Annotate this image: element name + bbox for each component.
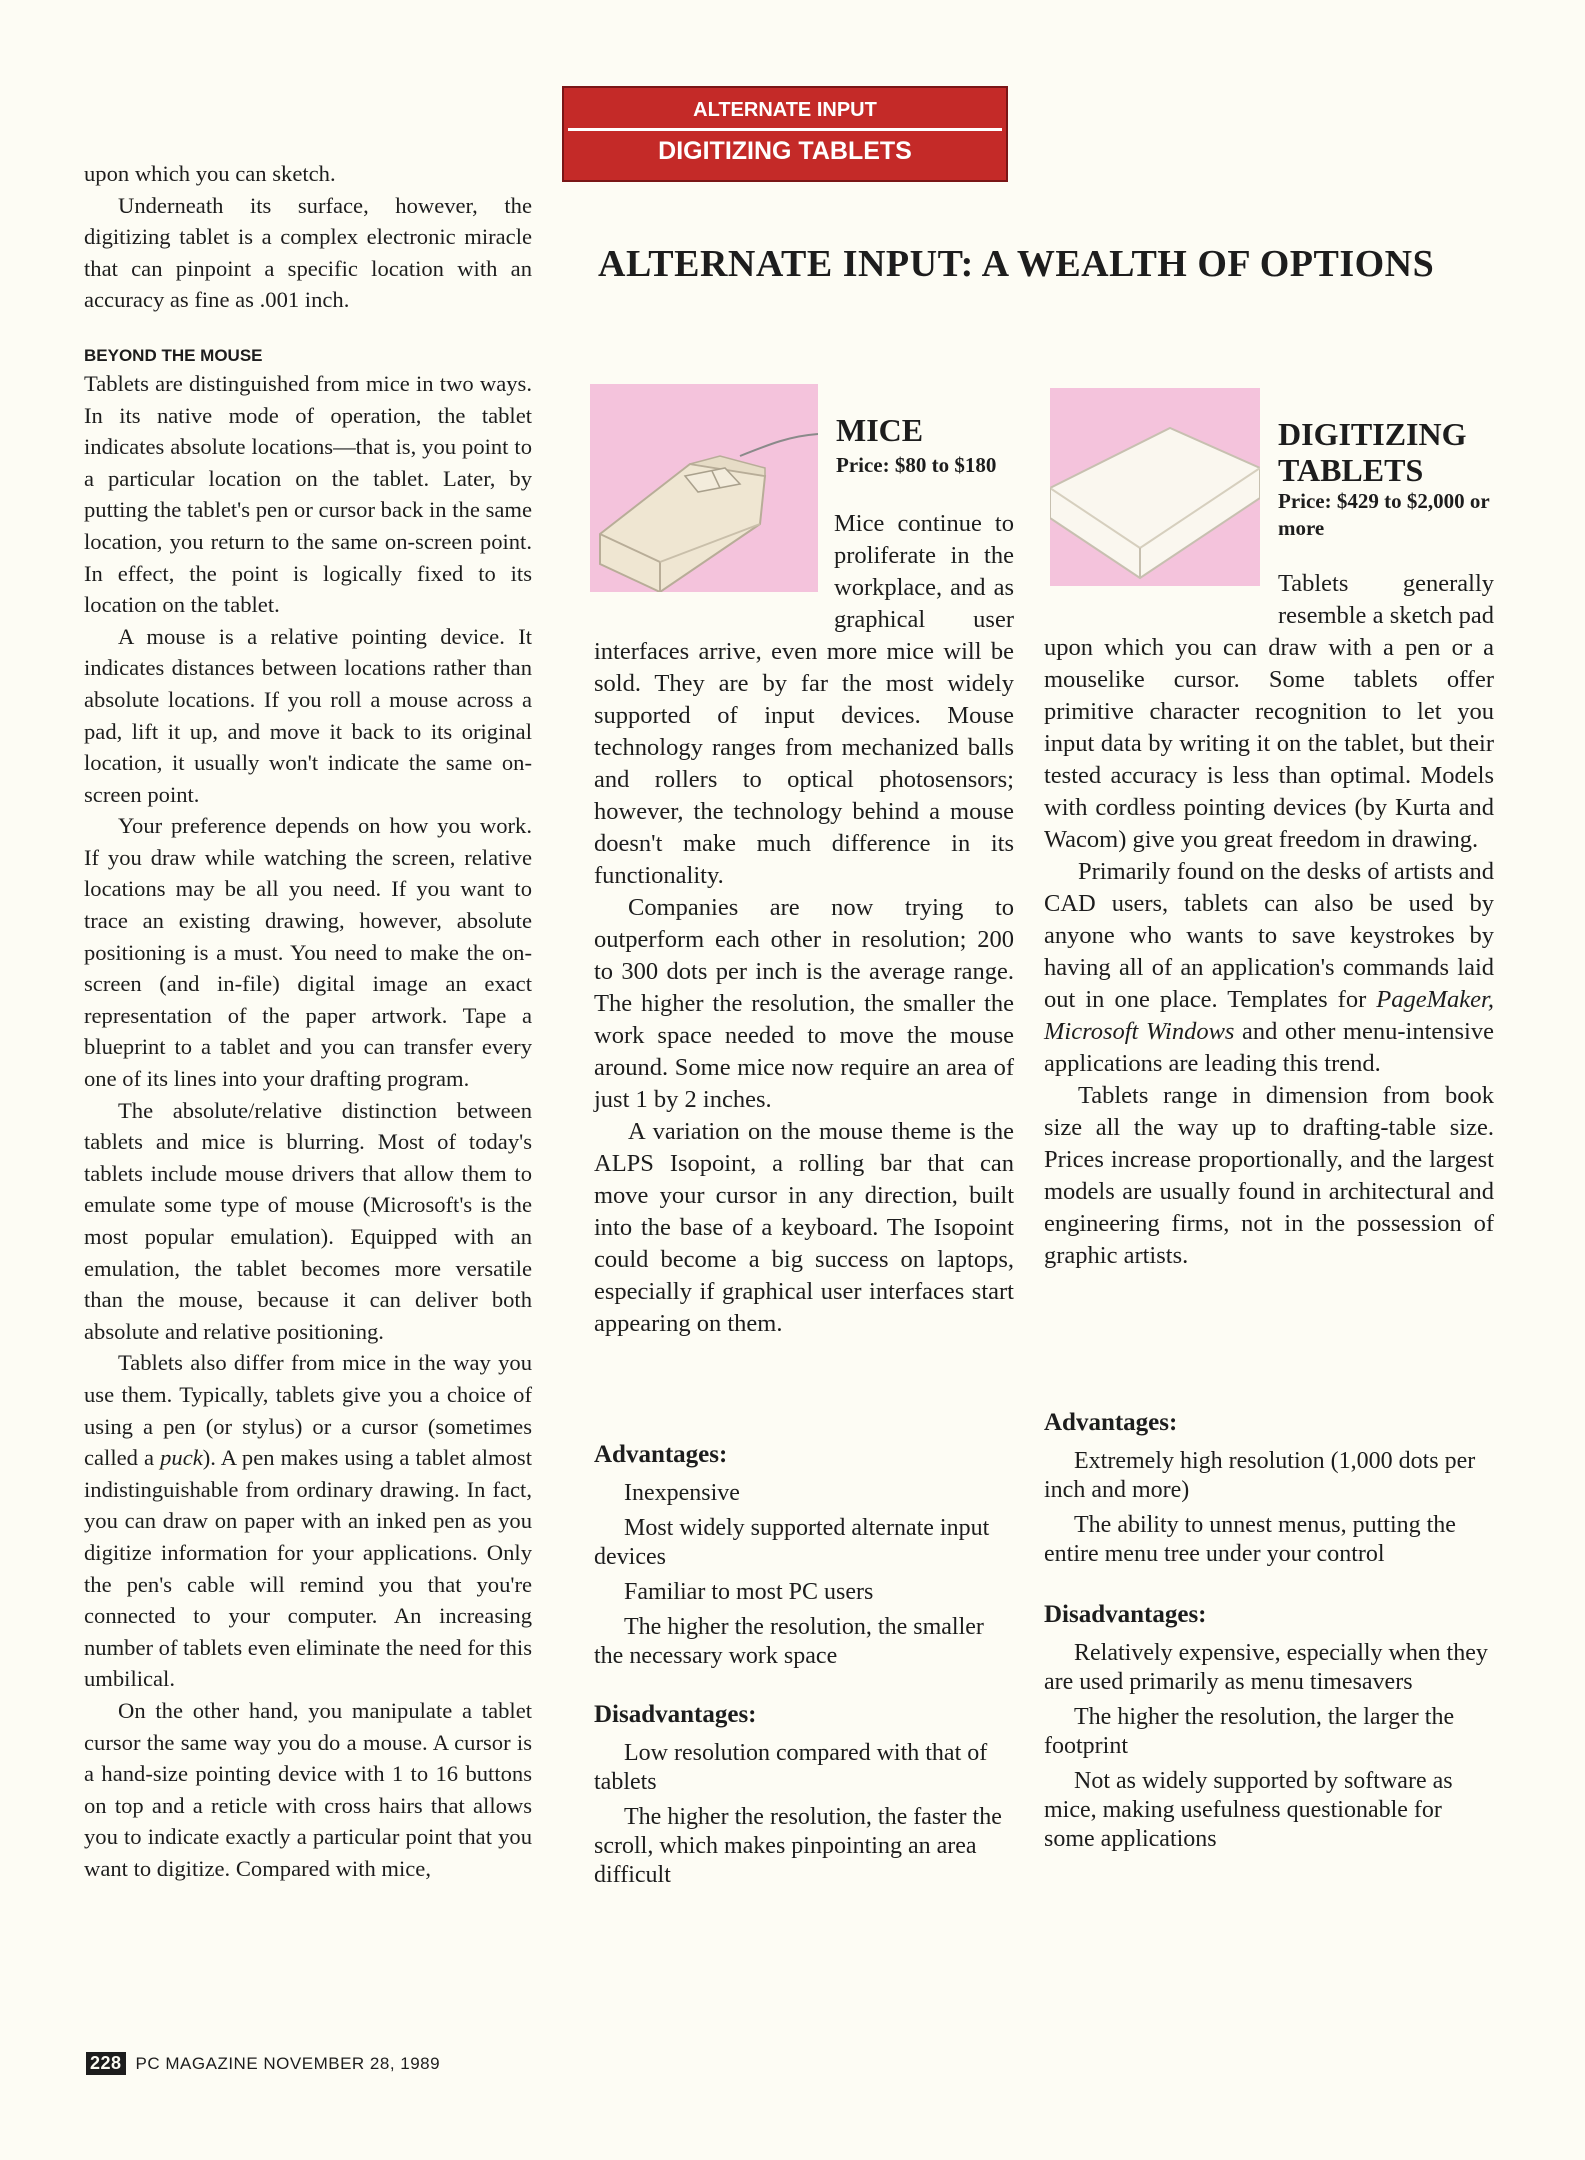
tablet-photo <box>1050 388 1260 586</box>
left-column <box>84 158 532 1884</box>
list-item: Most widely supported alternate input devices <box>594 1515 990 1570</box>
page-title: ALTERNATE INPUT: A WEALTH OF OPTIONS <box>598 243 1435 285</box>
section-banner <box>562 86 1008 182</box>
text-span: and other menu-intensive applications are leading this trend. <box>1044 1018 1494 1077</box>
list-item: Relatively expensive, especially when they are used primarily as menu timesavers <box>1044 1640 1488 1695</box>
list-item: Extremely high resolution (1,000 dots per inch and more) <box>1044 1448 1476 1503</box>
page-footer <box>86 2052 440 2075</box>
list-item: Not as widely supported by software as mice, making usefulness questionable for some applications <box>1044 1768 1453 1852</box>
list-item: The higher the resolution, the larger the footprint <box>1044 1704 1455 1759</box>
mice-body <box>594 508 1014 1340</box>
mice-advantages <box>594 1440 1014 1677</box>
list-item: Low resolution compared with that of tablets <box>594 1740 988 1795</box>
advantages-heading: Advantages: <box>1044 1409 1178 1436</box>
list-item: Inexpensive <box>624 1480 740 1506</box>
tablets-paragraph: Tablets range in dimension from book size all the way up to drafting-table size. Prices increase proportionally, and the largest models are usually found in architectural and engineering firms, not in the possession of graphic artists. <box>1044 1082 1494 1269</box>
left-paragraph: A mouse is a relative pointing device. It indicates distances between locations rather than absolute locations. If you roll a mouse across a pad, lift it up, and move it back to its original location, it usually won't indicate the same on-screen point. <box>84 623 532 807</box>
mice-paragraph: Companies are now trying to outperform each other in resolution; 200 to 300 dots per inch is the average range. The higher the resolution, the smaller the work space needed to move the mouse around. Some mice now require an area of just 1 by 2 inches. <box>594 894 1014 1113</box>
mice-title: MICE <box>836 412 924 448</box>
emphasis-puck: puck <box>160 1445 203 1471</box>
text-span: Primarily found on the desks of artists and CAD users, tablets can also be used by anyone who wants to save keystrokes by having all of an application's commands laid out in one place. Templates for <box>1044 858 1494 1013</box>
mice-paragraph: A variation on the mouse theme is the ALPS Isopoint, a rolling bar that can move your cursor in any direction, built into the base of a keyboard. The Isopoint could become a big success on laptops, especially if graphical user interfaces start appearing on them. <box>594 1118 1014 1337</box>
tablets-disadvantages <box>1044 1600 1494 1860</box>
float-spacer <box>1044 568 1278 604</box>
left-paragraph: Tablets are distinguished from mice in two ways. In its native mode of operation, the tablet indicates absolute locations—that is, you point to a particular location on the tablet. Later, by putting the tablet's pen or cursor back in the same location, you return to the same on-screen point. In effect, the point is logically fixed to its location on the tablet. <box>84 370 532 618</box>
publication-info: PC MAGAZINE NOVEMBER 28, 1989 <box>135 2053 441 2073</box>
tablets-advantages <box>1044 1408 1494 1575</box>
tablets-paragraph <box>1044 856 1494 1080</box>
tablets-intro: Tablets generally resemble a sketch pad upon which you can draw with a pen or a mouselike cursor. Some tablets offer primitive character recognition to let you input data by writing it on the tablet, but their tested accuracy is less than optimal. Models with cordless pointing devices (by Kurta and Wacom) give you great freedom in drawing. <box>1044 570 1494 853</box>
left-paragraph: Your preference depends on how you work. If you draw while watching the screen, relative locations may be all you need. If you want to trace an existing drawing, however, absolute positioning is a must. You need to make the on-screen (and in-file) digital image an exact representation of the paper artwork. Tape a blueprint to a tablet and you can transfer every one of its lines into your drafting program. <box>84 813 532 1092</box>
mice-intro: Mice continue to proliferate in the workplace, and as graphical user interfaces arrive, even more mice will be sold. They are by far the most widely supported of input devices. Mouse technology ranges from mechanized balls and rollers to optical photosensors; however, the technology behind a mouse doesn't make much difference in its functionality. <box>594 510 1014 889</box>
tablets-price: Price: $429 to $2,000 or more <box>1278 489 1490 540</box>
tablets-title <box>1278 416 1488 488</box>
left-paragraph: Underneath its surface, however, the digitizing tablet is a complex electronic miracle that can pinpoint a specific location with an accuracy as fine as .001 inch. <box>84 192 532 313</box>
float-spacer <box>594 508 834 606</box>
banner-section-label: ALTERNATE INPUT <box>693 99 877 121</box>
tablets-title-text: DIGITIZING TABLETS <box>1278 416 1467 488</box>
left-paragraph: upon which you can sketch. <box>84 161 336 186</box>
text-span: ). A pen makes using a tablet almost indistinguishable from ordinary drawing. In fact, you can draw on paper with an inked pen as you digitize information for your applications. Only the pen's cable will remind you that you're connected to your computer. An increasing number of tablets even eliminate the need for this umbilical. <box>84 1445 533 1692</box>
left-paragraph: On the other hand, you manipulate a tablet cursor the same way you do a mouse. A cursor is a hand-size pointing device with 1 to 16 buttons on top and a reticle with cross hairs that allows you to indicate exactly a particular point that you want to digitize. Compared with mice, <box>84 1697 532 1881</box>
text-span: Tablets also differ from mice in the way you use them. Typically, tablets give you a choice of using a pen (or stylus) or a cursor (sometimes called a <box>84 1350 532 1471</box>
disadvantages-heading: Disadvantages: <box>594 1701 757 1728</box>
tablets-body <box>1044 568 1494 1272</box>
advantages-heading: Advantages: <box>594 1441 728 1468</box>
page-number: 228 <box>86 2052 126 2075</box>
disadvantages-heading: Disadvantages: <box>1044 1601 1207 1628</box>
mice-disadvantages <box>594 1700 1014 1896</box>
left-paragraph: The absolute/relative distinction between tablets and mice is blurring. Most of today's tablets include mouse drivers that allow them to emulate some type of mouse (Microsoft's is the most popular emulation). Equipped with an emulation, the tablet becomes more versatile than the mouse, because it can deliver both absolute and relative positioning. <box>84 1097 532 1344</box>
mice-price: Price: $80 to $180 <box>836 453 997 477</box>
emphasis-product-names: PageMaker, Microsoft Windows <box>1044 986 1494 1045</box>
list-item: The higher the resolution, the faster the scroll, which makes pinpointing an area difficult <box>594 1804 1002 1888</box>
banner-topic-label: DIGITIZING TABLETS <box>658 137 912 165</box>
tablet-icon <box>1050 388 1260 586</box>
list-item: Familiar to most PC users <box>624 1579 874 1605</box>
list-item: The ability to unnest menus, putting the entire menu tree under your control <box>1044 1512 1456 1567</box>
left-paragraph <box>84 1347 532 1695</box>
subhead-beyond-the-mouse: BEYOND THE MOUSE <box>84 345 263 365</box>
list-item: The higher the resolution, the smaller the necessary work space <box>594 1614 984 1669</box>
